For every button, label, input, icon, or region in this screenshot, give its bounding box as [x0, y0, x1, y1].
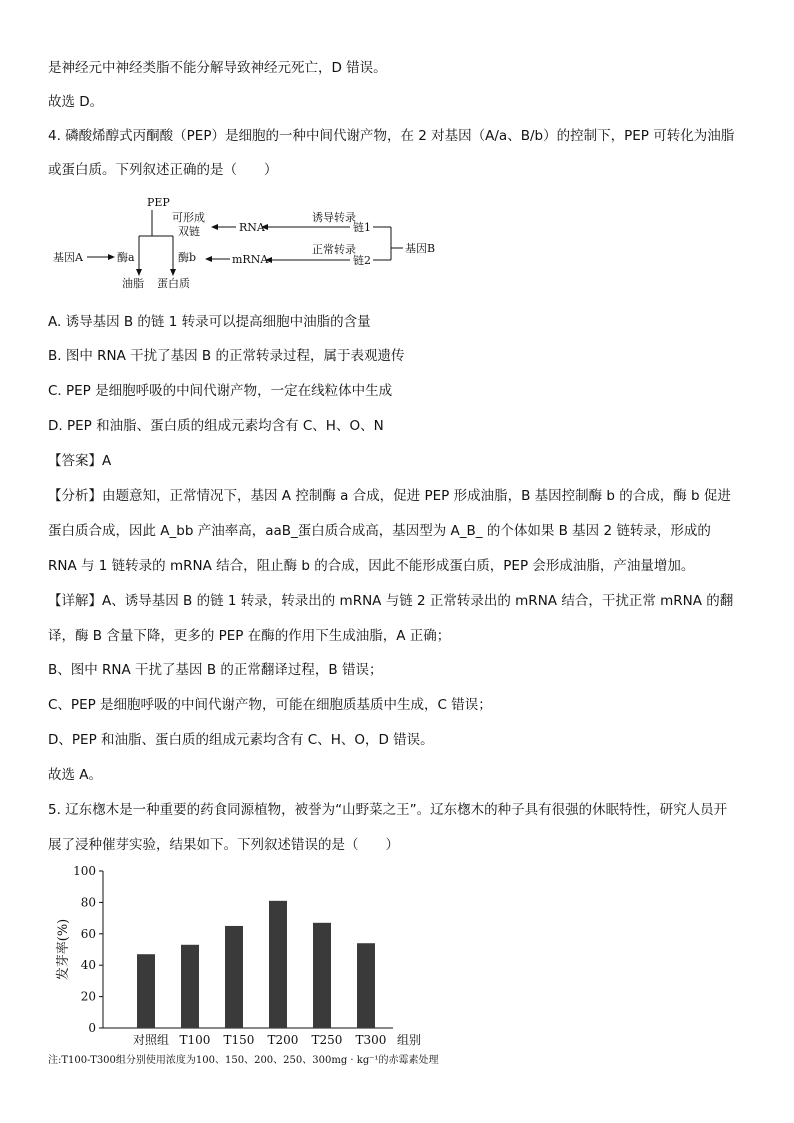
label-protein: 蛋白质: [157, 277, 190, 290]
label-chain-2: 链2: [353, 254, 371, 267]
x-axis-label: 组别: [397, 1033, 422, 1047]
bar: [137, 954, 155, 1028]
bar: [269, 901, 287, 1028]
choose-text: 故选 A。: [48, 767, 103, 783]
detail-text: 【详解】A、诱导基因 B 的链 1 转录，转录出的 mRNA 与链 2 正常转录出的 mRNA 结合，干扰正常 mRNA 的翻: [48, 593, 734, 609]
analysis-text: 【分析】由题意知，正常情况下，基因 A 控制酶 a 合成，促进 PEP 形成油脂，B 基因控制酶 b 的合成，酶 b 促进: [48, 488, 731, 504]
y-tick-label: 60: [80, 926, 96, 941]
label-induced-transcription: 诱导转录: [312, 211, 356, 224]
bar: [225, 926, 243, 1028]
y-tick-label: 40: [80, 958, 96, 973]
option-b: B. 图中 RNA 干扰了基因 B 的正常转录过程，属于表观遗传: [48, 348, 405, 364]
y-axis-label: 发芽率(%): [56, 918, 71, 981]
detail-text: B、图中 RNA 干扰了基因 B 的正常翻译过程，B 错误；: [48, 662, 383, 678]
x-tick-label: T150: [223, 1033, 255, 1047]
chart-note: 注:T100-T300组分别使用浓度为100、150、200、250、300mg · kg⁻¹的赤霉素处理: [48, 1055, 439, 1066]
option-a: A. 诱导基因 B 的链 1 转录可以提高细胞中油脂的含量: [48, 314, 371, 330]
detail-text: C、PEP 是细胞呼吸的中间代谢产物，可能在细胞质基质中生成，C 错误；: [48, 697, 492, 713]
detail-text: D、PEP 和油脂、蛋白质的组成元素均含有 C、H、O，D 错误。: [48, 732, 434, 748]
question-5-stem: 展了浸种催芽实验，结果如下。下列叙述错误的是（ ）: [48, 837, 399, 853]
label-chain-1: 链1: [353, 221, 371, 234]
x-tick-label: 对照组: [132, 1033, 170, 1047]
label-gene-a: 基因A: [53, 251, 83, 264]
question-4-stem: 或蛋白质。下列叙述正确的是（ ）: [48, 162, 278, 178]
detail-text: 译，酶 B 含量下降，更多的 PEP 在酶的作用下生成油脂，A 正确；: [48, 628, 451, 644]
y-tick-label: 0: [88, 1021, 96, 1035]
y-tick-label: 80: [80, 895, 96, 910]
pathway-diagram: [48, 190, 436, 300]
option-c: C. PEP 是细胞呼吸的中间代谢产物，一定在线粒体中生成: [48, 383, 393, 399]
x-tick-label: T250: [311, 1033, 343, 1047]
label-enzyme-b: 酶b: [178, 251, 197, 264]
label-rna: RNA: [239, 221, 265, 234]
x-tick-label: T300: [355, 1033, 387, 1047]
question-4-stem: 4. 磷酸烯醇式丙酮酸（PEP）是细胞的一种中间代谢产物，在 2 对基因（A/a、B/b）的控制下，PEP 可转化为油脂: [48, 128, 735, 144]
y-tick-label: 100: [73, 864, 96, 878]
text-line: 故选 D。: [48, 94, 104, 110]
x-tick-label: T200: [267, 1033, 299, 1047]
germination-bar-chart: [48, 862, 438, 1052]
label-gene-b: 基因B: [405, 242, 436, 255]
y-tick-label: 20: [80, 989, 96, 1004]
label-double-strand: 双链: [178, 225, 200, 238]
label-normal-transcription: 正常转录: [312, 243, 356, 256]
label-can-form: 可形成: [172, 211, 205, 224]
bar: [357, 943, 375, 1028]
option-d: D. PEP 和油脂、蛋白质的组成元素均含有 C、H、O、N: [48, 418, 384, 434]
label-mrna: mRNA: [232, 253, 269, 266]
answer: 【答案】A: [48, 453, 112, 469]
bar: [181, 945, 199, 1028]
analysis-text: 蛋白质合成，因此 A_bb 产油率高，aaB_蛋白质合成高，基因型为 A_B_ 的个体如果 B 基因 2 链转录，形成的: [48, 523, 711, 539]
label-pep: PEP: [147, 196, 170, 209]
bar: [313, 923, 331, 1028]
label-enzyme-a: 酶a: [117, 251, 135, 264]
analysis-text: RNA 与 1 链转录的 mRNA 结合，阻止酶 b 的合成，因此不能形成蛋白质，PEP 会形成油脂，产油量增加。: [48, 558, 695, 574]
label-oil: 油脂: [122, 277, 144, 290]
question-5-stem: 5. 辽东楤木是一种重要的药食同源植物，被誉为“山野菜之王”。辽东楤木的种子具有很强的休眠特性，研究人员开: [48, 802, 728, 818]
text-line: 是神经元中神经类脂不能分解导致神经元死亡，D 错误。: [48, 60, 387, 76]
x-tick-label: T100: [179, 1033, 211, 1047]
